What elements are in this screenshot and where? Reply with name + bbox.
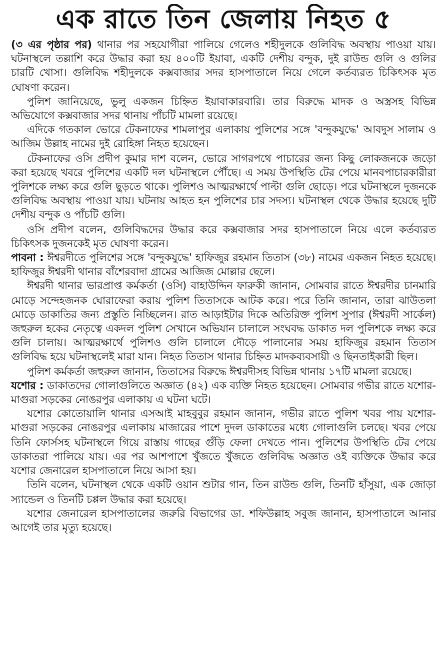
paragraph-lead: যশোর : [11, 379, 44, 392]
paragraph-text: ঈশ্বরদীতে পুলিশের সঙ্গে 'বন্দুকযুদ্ধে' হাফিজুর রহমান তিতাস (৩৮) নামের একজন নিহত হয়েছে। হাফিজুর ঈশ্বরদী থানার বাঁশেরবাদা গ্রামের আজিজ মোল্লার ছেলে। [11, 252, 436, 279]
paragraph-text: যশোর কোতোয়ালি থানার এসআই মাহবুবুর রহমান জানান, গভীর রাতে পুলিশ খবর পায় যশোর-মাগুরা সড়কের নোঙরপুর এলাকায় মাজারের পাশে দুদল ডাকাতের মধ্যে গোলাগুলি চলছে। খবর পেয়ে তিনি ফোর্সসহ ঘটনাস্থলে গিয়ে রাস্তায় গাছের গুঁড়ি ফেলা দেখতে পান। পুলিশের উপস্থিতি টের পেয়ে ডাকাতরা পালিয়ে যায়। এর পর আশপাশে খুঁজতে খুঁজতে গুলিবিদ্ধ অজ্ঞাত ওই ব্যক্তিকে উদ্ধার করে যশোর জেনারেল হাসপাতালে নিয়ে আসা হয়। [11, 408, 436, 478]
paragraph-text: টেকনাফের ওসি প্রদীপ কুমার দাশ বলেন, ভোরে সাগরপথে পাচারের জন্য কিছু লোকজনকে জড়ো করা হয়েছে খবরে পুলিশের একটি দল ঘটনাস্থলে পৌঁছে। এ সময় উপস্থিতি টের পেয়ে মানবপাচারকারীরা পুলিশকে লক্ষ্য করে গুলি ছুড়তে থাকে। পুলিশও আত্মরক্ষার্থে পাল্টা গুলি ছোড়ে। পরে ঘটনাস্থলে দুজনকে গুলিবিদ্ধ অবস্থায় পাওয়া যায়। ঘটনায় আহত হন পুলিশের চার সদস্য। ঘটনাস্থল থেকে উদ্ধার হয়েছে দুটি দেশীয় বন্দুক ও পাঁচটি গুলি। [11, 152, 436, 222]
paragraph-lead: (৩ এর পৃষ্ঠার পর) [11, 39, 92, 51]
article-headline: এক রাতে তিন জেলায় নিহত ৫ [55, 5, 392, 35]
paragraph-text: এদিকে গতকাল ভোরে টেকনাফের শামলাপুর এলাকায় পুলিশের সঙ্গে 'বন্দুকযুদ্ধে' আবদুস সালাম ও আজিম উল্লাহ নামের দুই রোহিঙ্গা নিহত হয়েছেন। [11, 124, 436, 151]
article-body [11, 38, 436, 535]
paragraph-text: থানার পর সহযোগীরা পালিয়ে গেলেও শহীদুলকে গুলিবিদ্ধ অবস্থায় পাওয়া যায়। ঘটনাস্থলে তল্লাশি করে উদ্ধার করা হয় ৪০০টি ইয়াবা, একটি দেশীয় বন্দুক, দুই রাউন্ড গুলি ও গুলির চারটি খোসা। গুলিবিদ্ধ শহীদুলকে কক্সবাজার সদর হাসপাতালে নিয়ে গেলে কর্তব্যরত চিকিৎসক মৃত ঘোষণা করেন। [11, 39, 436, 94]
article-paragraph [11, 251, 436, 279]
article-paragraph [11, 507, 436, 535]
article-paragraph [11, 223, 436, 251]
paragraph-text: পুলিশ কর্মকর্তা জহুরুল জানান, তিতাসের বিরুদ্ধে ঈশ্বরদীসহ বিভিন্ন থানায় ১৭টি মামলা রয়েছে। [27, 365, 412, 378]
paragraph-text: তিনি বলেন, ঘটনাস্থল থেকে একটি ওয়ান শুটার গান, তিন রাউন্ড গুলি, তিনটি হাঁসুয়া, এক জোড়া স্যান্ডেল ও তিনটি চপ্পল উদ্ধার করা হয়েছে। [11, 479, 436, 506]
paragraph-lead: পাবনা : [11, 252, 44, 265]
paragraph-text: যশোর জেনারেল হাসপাতালের জরুরি বিভাগের ডা. শফিউল্লাহ সবুজ জানান, হাসপাতালে আনার আগেই তার মৃত্যু হয়েছে। [11, 507, 436, 534]
article-paragraph [11, 38, 436, 95]
article-paragraph [11, 365, 436, 379]
paragraph-text: ডাকাতদের গোলাগুলিতে অজ্ঞাত (৪২) এক ব্যক্তি নিহত হয়েছেন। সোমবার গভীর রাতে যশোর-মাগুরা সড়কের নোঙরপুর এলাকায় এ ঘটনা ঘটে। [11, 379, 437, 407]
article-paragraph [11, 379, 436, 407]
article-paragraph [11, 279, 436, 364]
article-paragraph [11, 123, 436, 151]
article-paragraph [11, 95, 436, 123]
paragraph-text: পুলিশ জানিয়েছে, ভুলু একজন চিহ্নিত ইয়াবাকারবারি। তার বিরুদ্ধে মাদক ও অস্ত্রসহ বিভিন্ন অভিযোগে কক্সবাজার সদর থানায় পাঁচটি মামলা রয়েছে। [11, 95, 436, 123]
article-paragraph [11, 478, 436, 506]
article-paragraph [11, 152, 436, 223]
paragraph-text: ওসি প্রদীপ বলেন, গুলিবিদ্ধদের উদ্ধার করে কক্সবাজার সদর হাসপাতালে নিয়ে এলে কর্তব্যরত চিকিৎসক দুজনকেই মৃত ঘোষণা করেন। [11, 223, 436, 250]
article-paragraph [11, 407, 436, 478]
paragraph-text: ঈশ্বরদী থানার ভারপ্রাপ্ত কর্মকর্তা (ওসি) বাহাউদ্দিন ফারুকী জানান, সোমবার রাতে ঈশ্বরদীর চানমারি মোড়ে সন্দেহজনক ঘোরাফেরা করায় পুলিশ তিতাসকে আটক করে। পরে তিনি জানান, তারা ঝাউতলা মোড়ে ডাকাতির জন্য প্রস্তুতি নিচ্ছিলেন। রাত আড়াইটার দিকে অতিরিক্ত পুলিশ সুপার (ঈশ্বরদী সার্কেল) জহুরুল হকের নেতৃত্বে একদল পুলিশ সেখানে অভিযান চালালে সংঘবদ্ধ ডাকাত দল পুলিশকে লক্ষ্য করে গুলি চালায়। আত্মরক্ষার্থে পুলিশও গুলি চালালে দৌড়ে পালানোর সময় হাফিজুর রহমান তিতাস গুলিবিদ্ধ হয়ে ঘটনাস্থলেই মারা যান। নিহত তিতাস থানার চিহ্নিত মাদকব্যবসায়ী ও ছিনতাইকারী ছিল। [11, 280, 436, 364]
